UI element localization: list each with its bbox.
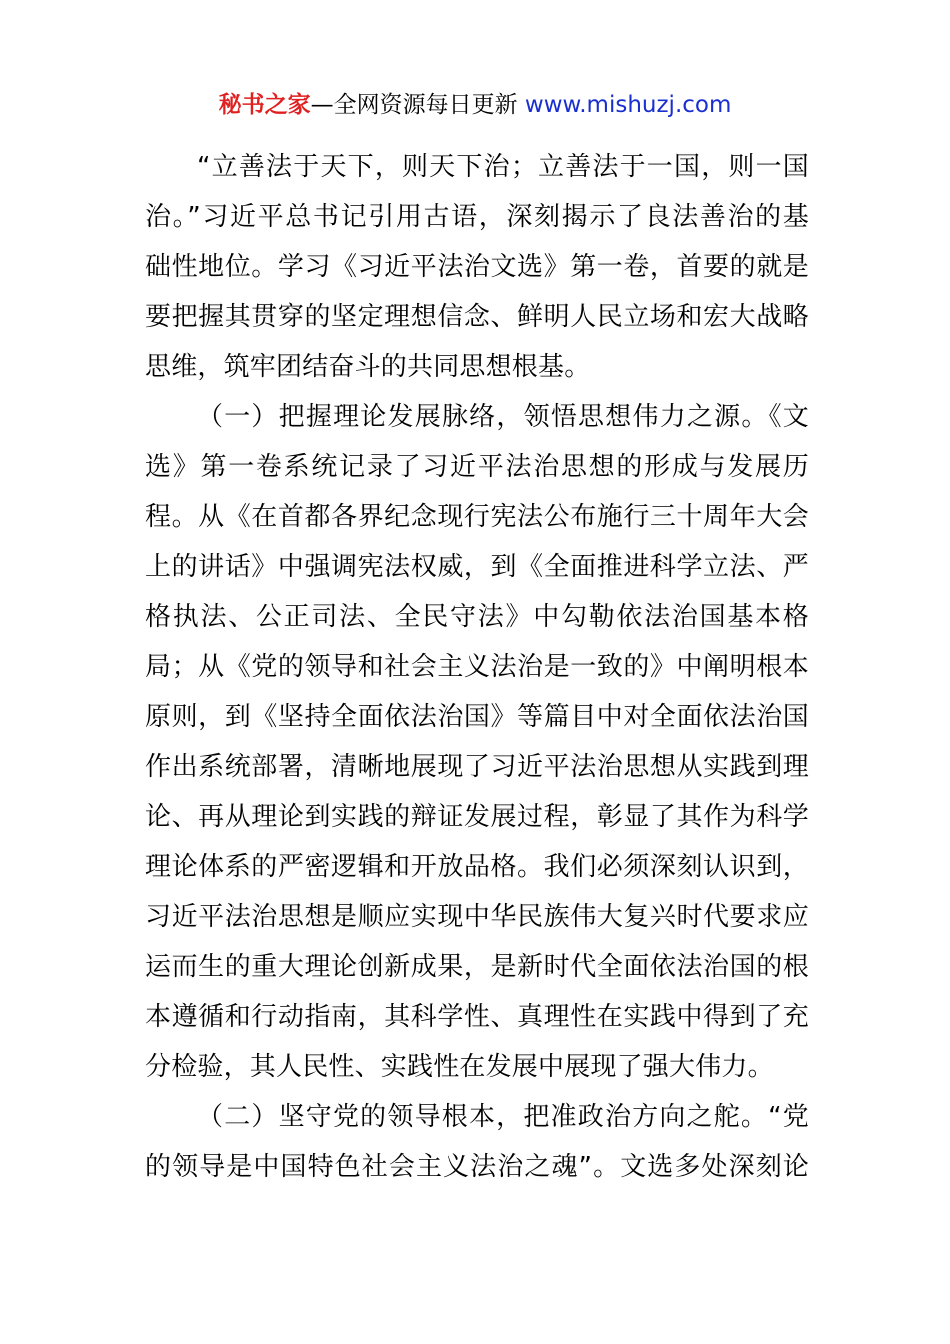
- paragraph-line: 思维，筑牢团结奋斗的共同思想根基。: [145, 352, 591, 382]
- paragraph-line: 本遵循和行动指南，其科学性、真理性在实践中得到了充: [145, 1002, 809, 1032]
- paragraph-line: 上的讲话》中强调宪法权威，到《全面推进科学立法、严: [145, 552, 809, 582]
- paragraph-line: 作出系统部署，清晰地展现了习近平法治思想从实践到理: [145, 752, 809, 782]
- site-url-link[interactable]: www.mishuzj.com: [524, 92, 732, 118]
- paragraph-line: 分检验，其人民性、实践性在发展中展现了强大伟力。: [145, 1052, 774, 1082]
- paragraph-line: 的领导是中国特色社会主义法治之魂”。文选多处深刻论: [145, 1152, 809, 1182]
- paragraph-line: 论、再从理论到实践的辩证发展过程，彰显了其作为科学: [145, 802, 809, 832]
- paragraph-line: 理论体系的严密逻辑和开放品格。我们必须深刻认识到，: [145, 852, 809, 882]
- site-header: [0, 88, 950, 122]
- site-brand: 秘书之家: [218, 92, 311, 118]
- paragraph-line: 程。从《在首都各界纪念现行宪法公布施行三十周年大会: [145, 502, 809, 532]
- paragraph-line: “立善法于天下，则天下治；立善法于一国，则一国: [197, 152, 809, 182]
- document-body: [145, 142, 809, 1192]
- paragraph-line: （一）把握理论发展脉络，领悟思想伟力之源。《文: [197, 402, 809, 432]
- paragraph-line: 选》第一卷系统记录了习近平法治思想的形成与发展历: [145, 452, 809, 482]
- paragraph-line: 础性地位。学习《习近平法治文选》第一卷，首要的就是: [145, 252, 809, 282]
- paragraph-line: 原则，到《坚持全面依法治国》等篇目中对全面依法治国: [145, 702, 809, 732]
- paragraph-line: 要把握其贯穿的坚定理想信念、鲜明人民立场和宏大战略: [145, 302, 809, 332]
- paragraph-line: 局；从《党的领导和社会主义法治是一致的》中阐明根本: [145, 652, 809, 682]
- paragraph-line: 格执法、公正司法、全民守法》中勾勒依法治国基本格: [145, 602, 809, 632]
- site-tagline: —全网资源每日更新: [310, 92, 518, 118]
- paragraph-line: 治。”习近平总书记引用古语，深刻揭示了良法善治的基: [145, 202, 809, 232]
- paragraph-line: 习近平法治思想是顺应实现中华民族伟大复兴时代要求应: [145, 902, 809, 932]
- paragraph-line: 运而生的重大理论创新成果，是新时代全面依法治国的根: [145, 952, 809, 982]
- paragraph-line: （二）坚守党的领导根本，把准政治方向之舵。“党: [197, 1102, 809, 1132]
